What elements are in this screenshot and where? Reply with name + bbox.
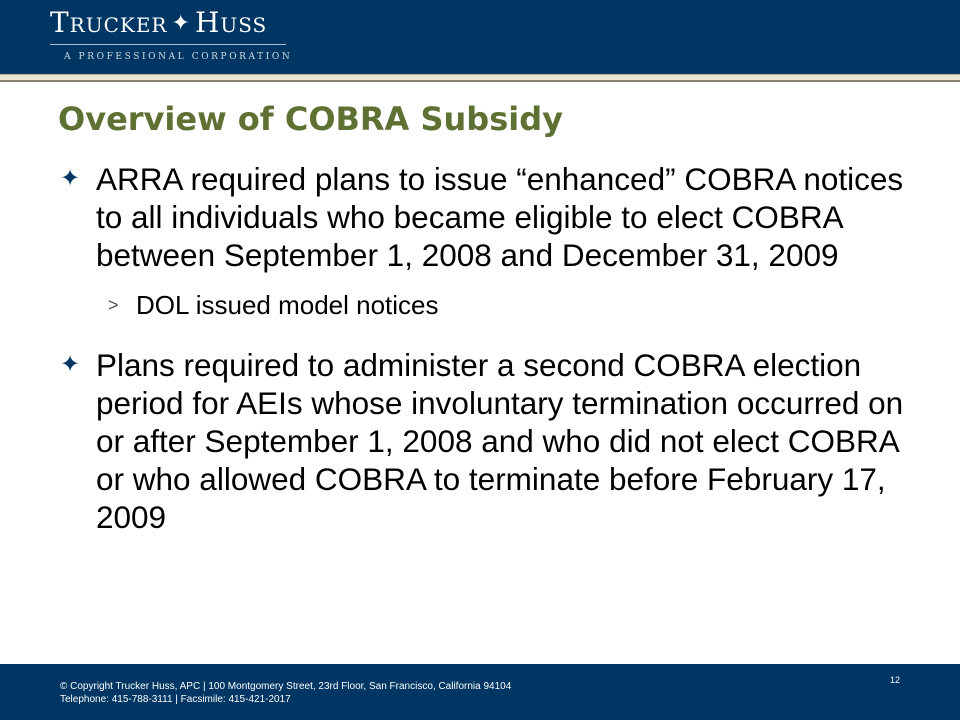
bullet-text: ARRA required plans to issue “enhanced” COBRA notices to all individuals who became eligible to elect COBRA between September 1, 2008 and December 31, 2009	[96, 161, 904, 273]
bullet-item	[60, 346, 920, 536]
header-bar	[0, 0, 960, 74]
logo-divider	[50, 44, 286, 45]
bullet-item	[60, 160, 920, 274]
sub-bullet-arrow-icon: >	[108, 295, 119, 315]
page-number: 12	[890, 675, 901, 685]
bullet-text: Plans required to administer a second COBRA election period for AEIs whose involuntary termination occurred on or after September 1, 2008 and who did not elect COBRA or who allowed COBRA to terminate before February 17, 2009	[96, 347, 904, 535]
header-divider	[0, 74, 960, 82]
bullet-star-icon: ✦	[60, 351, 81, 378]
footer-copyright	[60, 680, 511, 706]
bullet-star-icon: ✦	[60, 165, 81, 192]
footer-phone-line: Telephone: 415-788-3111 | Facsimile: 415-421-2017	[60, 694, 291, 705]
company-logo	[50, 6, 267, 39]
sub-bullet-text: DOL issued model notices	[136, 290, 439, 320]
sub-bullet-item	[60, 288, 920, 322]
slide-content	[60, 160, 920, 536]
logo-name-second: Huss	[194, 6, 268, 39]
logo-name-first: Trucker	[50, 6, 168, 39]
footer-address-line: © Copyright Trucker Huss, APC | 100 Montgomery Street, 23rd Floor, San Francisco, California 94104	[60, 681, 512, 692]
slide-title: Overview of COBRA Subsidy	[58, 100, 563, 138]
footer-bar	[0, 664, 960, 720]
logo-cross-icon: ✦	[171, 11, 191, 36]
logo-subtitle: A PROFESSIONAL CORPORATION	[64, 52, 293, 62]
